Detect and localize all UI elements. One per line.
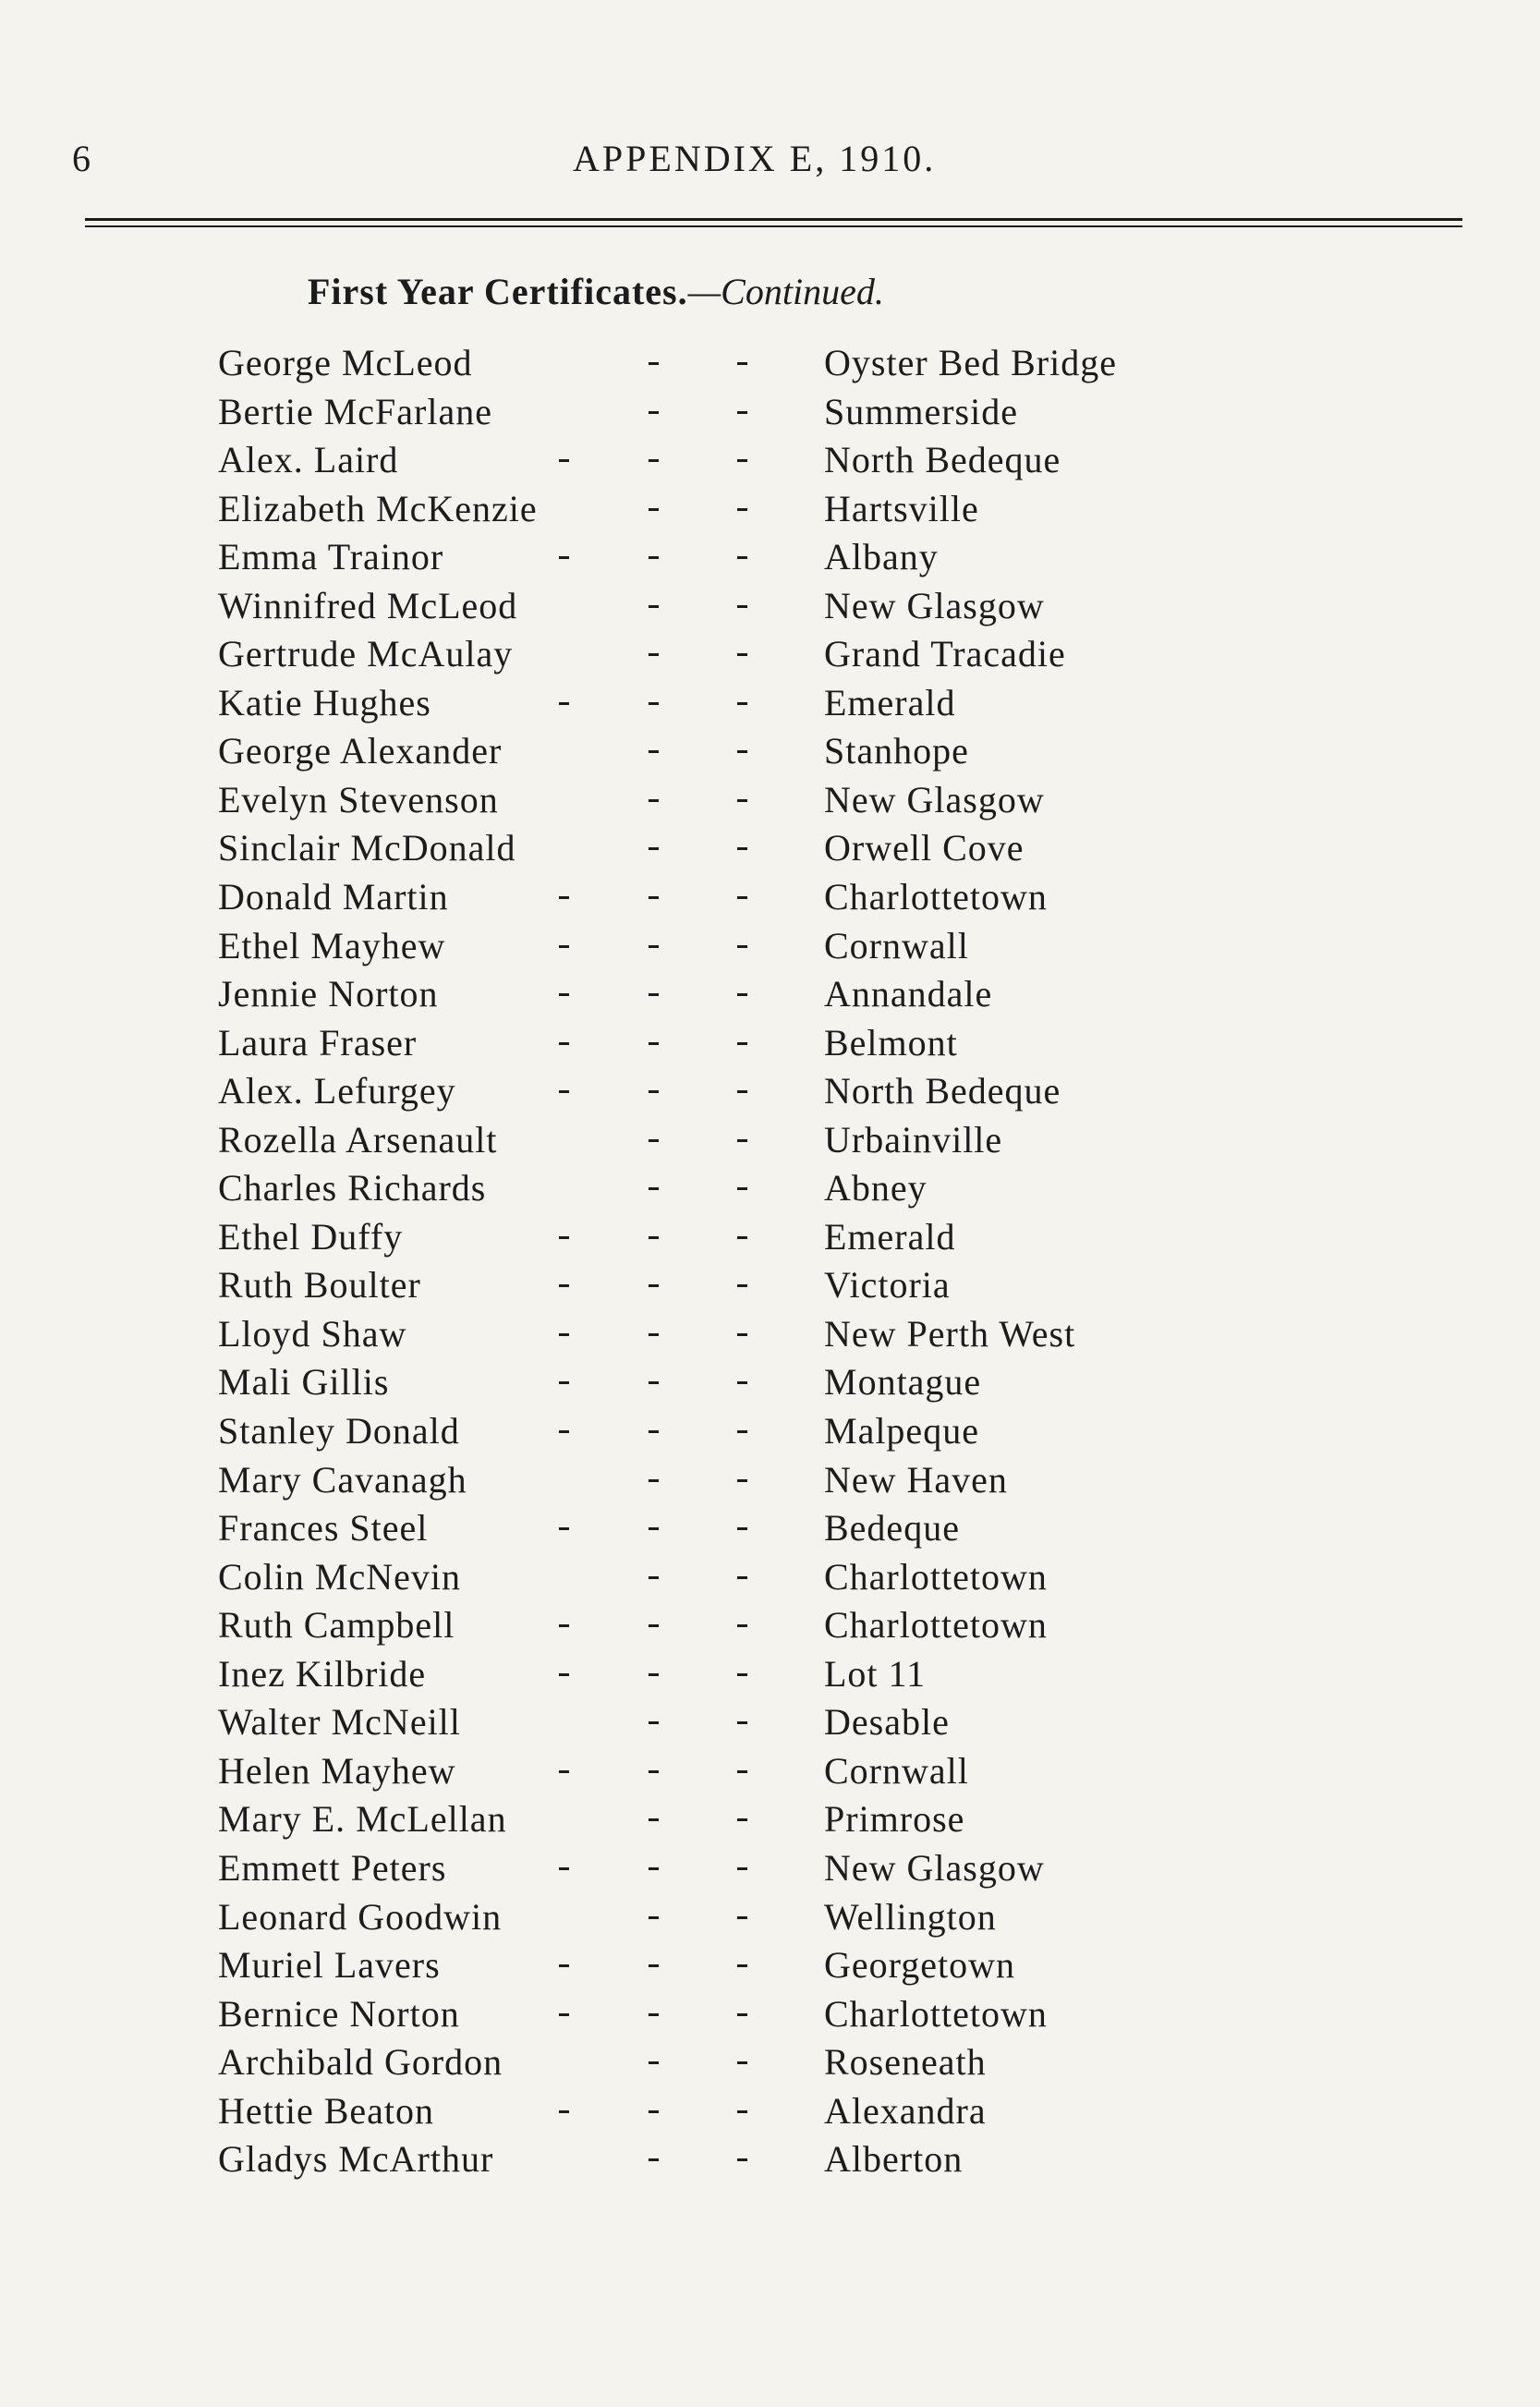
list-item — [0, 339, 1540, 388]
recipient-name: Gertrude McAulay — [218, 633, 514, 675]
header-rule-thin — [85, 225, 1462, 227]
list-item — [0, 1941, 1540, 1990]
recipient-place: Stanhope — [824, 730, 969, 772]
recipient-place: North Bedeque — [824, 439, 1061, 481]
list-item — [0, 922, 1540, 971]
list-item — [0, 2087, 1540, 2136]
list-item — [0, 388, 1540, 437]
recipient-place: New Glasgow — [824, 778, 1045, 821]
leader-dash — [649, 2158, 659, 2161]
leader-dash — [649, 605, 659, 608]
leader-dash — [649, 1090, 659, 1093]
recipient-name: Muriel Lavers — [218, 1944, 441, 1987]
recipient-name: Ethel Mayhew — [218, 924, 446, 966]
leader-dash — [737, 1333, 747, 1336]
list-item — [0, 1844, 1540, 1893]
leader-dash — [649, 1770, 659, 1773]
leader-dash — [559, 1381, 569, 1384]
leader-dash — [559, 1964, 569, 1967]
leader-dash — [737, 1187, 747, 1190]
list-item — [0, 630, 1540, 679]
recipient-place: Emerald — [824, 1215, 956, 1258]
leader-dash — [649, 1187, 659, 1190]
leader-dash — [559, 2110, 569, 2113]
leader-dash — [737, 1673, 747, 1676]
leader-dash — [649, 702, 659, 705]
leader-dash — [649, 1284, 659, 1287]
recipient-name: Lloyd Shaw — [218, 1312, 407, 1355]
leader-dash — [649, 653, 659, 656]
recipient-name: Emmett Peters — [218, 1846, 447, 1889]
leader-dash — [559, 1430, 569, 1433]
leader-dash — [649, 2013, 659, 2016]
recipient-place: Charlottetown — [824, 1604, 1048, 1647]
list-item — [0, 1067, 1540, 1116]
recipient-name: Ruth Campbell — [218, 1604, 455, 1647]
leader-dash — [649, 993, 659, 996]
list-item — [0, 436, 1540, 485]
leader-dash — [649, 411, 659, 414]
recipient-place: Malpeque — [824, 1410, 979, 1453]
list-item — [0, 582, 1540, 631]
leader-dash — [649, 896, 659, 899]
leader-dash — [737, 1624, 747, 1627]
recipient-name: Walter McNeill — [218, 1701, 461, 1744]
leader-dash — [737, 653, 747, 656]
recipient-place: New Glasgow — [824, 1846, 1045, 1889]
leader-dash — [737, 1284, 747, 1287]
recipient-place: Charlottetown — [824, 1555, 1048, 1598]
recipient-name: Rozella Arsenault — [218, 1118, 498, 1161]
leader-dash — [737, 1964, 747, 1967]
leader-dash — [559, 1673, 569, 1676]
recipient-place: Roseneath — [824, 2041, 987, 2084]
leader-dash — [649, 1867, 659, 1870]
recipient-place: New Haven — [824, 1458, 1008, 1501]
running-head: APPENDIX E, 1910. — [573, 138, 937, 179]
leader-dash — [649, 1818, 659, 1821]
leader-dash — [737, 1770, 747, 1773]
leader-dash — [737, 605, 747, 608]
leader-dash — [649, 1479, 659, 1482]
recipient-name: Alex. Laird — [218, 439, 399, 481]
recipient-name: Katie Hughes — [218, 681, 431, 723]
leader-dash — [559, 993, 569, 996]
leader-dash — [649, 1624, 659, 1627]
leader-dash — [649, 1236, 659, 1239]
leader-dash — [559, 1624, 569, 1627]
list-item — [0, 1893, 1540, 1942]
recipient-name: Sinclair McDonald — [218, 827, 516, 869]
leader-dash — [649, 799, 659, 802]
list-item — [0, 1650, 1540, 1699]
leader-dash — [649, 1673, 659, 1676]
recipient-name: Bertie McFarlane — [218, 390, 492, 432]
leader-dash — [649, 2061, 659, 2064]
leader-dash — [737, 750, 747, 753]
leader-dash — [649, 1916, 659, 1919]
leader-dash — [559, 1090, 569, 1093]
leader-dash — [737, 1721, 747, 1724]
leader-dash — [737, 2013, 747, 2016]
leader-dash — [649, 945, 659, 948]
recipient-place: Albany — [824, 536, 939, 578]
leader-dash — [559, 896, 569, 899]
recipient-place: Abney — [824, 1167, 928, 1210]
list-item — [0, 1747, 1540, 1796]
recipient-place: Annandale — [824, 973, 993, 1015]
leader-dash — [737, 2061, 747, 2064]
leader-dash — [737, 847, 747, 850]
recipient-name: Bernice Norton — [218, 1992, 460, 2035]
leader-dash — [559, 1042, 569, 1045]
recipient-place: Hartsville — [824, 487, 979, 529]
recipient-name: Mary Cavanagh — [218, 1458, 467, 1501]
leader-dash — [559, 1527, 569, 1530]
leader-dash — [649, 1042, 659, 1045]
recipient-place: Bedeque — [824, 1507, 960, 1550]
leader-dash — [649, 1381, 659, 1384]
recipient-name: Colin McNevin — [218, 1555, 461, 1598]
list-item — [0, 1795, 1540, 1844]
recipient-name: Archibald Gordon — [218, 2041, 503, 2084]
list-item — [0, 1213, 1540, 1262]
recipient-place: Georgetown — [824, 1944, 1015, 1987]
leader-dash — [737, 1090, 747, 1093]
leader-dash — [559, 556, 569, 559]
recipient-place: Cornwall — [824, 924, 969, 966]
certificate-list — [0, 339, 1540, 2184]
leader-dash — [559, 1333, 569, 1336]
recipient-name: Leonard Goodwin — [218, 1895, 503, 1938]
leader-dash — [559, 1770, 569, 1773]
list-item — [0, 1553, 1540, 1602]
leader-dash — [737, 362, 747, 365]
leader-dash — [649, 1333, 659, 1336]
list-item — [0, 1990, 1540, 2039]
leader-dash — [559, 459, 569, 462]
list-item — [0, 1601, 1540, 1650]
recipient-place: Cornwall — [824, 1749, 969, 1792]
leader-dash — [737, 1430, 747, 1433]
recipient-name: Charles Richards — [218, 1167, 487, 1210]
recipient-place: Desable — [824, 1701, 950, 1744]
list-item — [0, 2038, 1540, 2087]
leader-dash — [649, 2110, 659, 2113]
leader-dash — [737, 1916, 747, 1919]
recipient-name: Hettie Beaton — [218, 2089, 435, 2132]
leader-dash — [737, 1236, 747, 1239]
leader-dash — [737, 556, 747, 559]
leader-dash — [737, 1479, 747, 1482]
leader-dash — [737, 459, 747, 462]
list-item — [0, 1698, 1540, 1747]
recipient-name: Mary E. McLellan — [218, 1798, 507, 1841]
leader-dash — [737, 945, 747, 948]
recipient-place: Oyster Bed Bridge — [824, 342, 1117, 383]
list-item — [0, 727, 1540, 776]
list-item — [0, 1116, 1540, 1165]
list-item — [0, 533, 1540, 582]
leader-dash — [649, 1964, 659, 1967]
leader-dash — [737, 1867, 747, 1870]
recipient-place: Montague — [824, 1361, 982, 1404]
leader-dash — [649, 556, 659, 559]
recipient-name: Emma Trainor — [218, 536, 444, 578]
recipient-name: Gladys McArthur — [218, 2138, 494, 2181]
recipient-place: Orwell Cove — [824, 827, 1025, 869]
leader-dash — [649, 750, 659, 753]
recipient-name: Laura Fraser — [218, 1021, 418, 1064]
recipient-place: North Bedeque — [824, 1070, 1061, 1112]
page-number: 6 — [72, 138, 91, 179]
leader-dash — [649, 459, 659, 462]
leader-dash — [737, 896, 747, 899]
leader-dash — [649, 1527, 659, 1530]
leader-dash — [737, 1576, 747, 1579]
recipient-place: Charlottetown — [824, 1992, 1048, 2035]
list-item — [0, 1019, 1540, 1068]
leader-dash — [649, 508, 659, 511]
recipient-place: Summerside — [824, 390, 1018, 432]
leader-dash — [737, 411, 747, 414]
leader-dash — [649, 1430, 659, 1433]
leader-dash — [559, 945, 569, 948]
recipient-name: Frances Steel — [218, 1507, 429, 1550]
recipient-place: Alexandra — [824, 2089, 987, 2132]
leader-dash — [649, 1576, 659, 1579]
leader-dash — [737, 702, 747, 705]
recipient-place: Emerald — [824, 681, 956, 723]
leader-dash — [559, 1236, 569, 1239]
list-item — [0, 873, 1540, 922]
recipient-place: Lot 11 — [824, 1652, 927, 1695]
recipient-place: Alberton — [824, 2138, 964, 2181]
recipient-name: Alex. Lefurgey — [218, 1070, 456, 1112]
leader-dash — [737, 1042, 747, 1045]
recipient-place: Belmont — [824, 1021, 958, 1064]
section-heading-title: First Year Certificates. — [308, 271, 688, 312]
list-item — [0, 824, 1540, 873]
recipient-place: Charlottetown — [824, 876, 1048, 918]
recipient-name: Elizabeth McKenzie — [218, 487, 538, 529]
leader-dash — [649, 1721, 659, 1724]
recipient-place: New Glasgow — [824, 584, 1045, 626]
leader-dash — [649, 362, 659, 365]
recipient-name: Donald Martin — [218, 876, 449, 918]
list-item — [0, 1407, 1540, 1456]
list-item — [0, 1504, 1540, 1553]
recipient-name: Ethel Duffy — [218, 1215, 404, 1258]
leader-dash — [737, 2110, 747, 2113]
leader-dash — [737, 1527, 747, 1530]
list-item — [0, 2135, 1540, 2184]
recipient-name: Ruth Boulter — [218, 1264, 421, 1307]
list-item — [0, 970, 1540, 1019]
recipient-name: George McLeod — [218, 342, 473, 383]
list-item — [0, 776, 1540, 825]
list-item — [0, 485, 1540, 534]
leader-dash — [737, 1381, 747, 1384]
leader-dash — [559, 1867, 569, 1870]
leader-dash — [737, 993, 747, 996]
recipient-name: Evelyn Stevenson — [218, 778, 499, 821]
leader-dash — [737, 799, 747, 802]
leader-dash — [649, 847, 659, 850]
recipient-name: Winnifred McLeod — [218, 584, 518, 626]
leader-dash — [559, 1284, 569, 1287]
list-item — [0, 1358, 1540, 1407]
leader-dash — [737, 1818, 747, 1821]
leader-dash — [559, 2013, 569, 2016]
list-item — [0, 1456, 1540, 1505]
leader-dash — [559, 702, 569, 705]
list-item — [0, 1310, 1540, 1359]
recipient-place: Primrose — [824, 1798, 965, 1841]
recipient-name: George Alexander — [218, 730, 503, 772]
leader-dash — [737, 508, 747, 511]
leader-dash — [737, 1139, 747, 1142]
recipient-name: Stanley Donald — [218, 1410, 460, 1453]
section-heading — [308, 271, 884, 312]
recipient-name: Helen Mayhew — [218, 1749, 456, 1792]
recipient-place: Victoria — [824, 1264, 951, 1307]
leader-dash — [737, 2158, 747, 2161]
recipient-name: Inez Kilbride — [218, 1652, 427, 1695]
recipient-place: Grand Tracadie — [824, 633, 1066, 675]
list-item — [0, 1164, 1540, 1213]
header-rule-thick — [85, 218, 1462, 221]
recipient-name: Mali Gillis — [218, 1361, 390, 1404]
recipient-place: New Perth West — [824, 1312, 1076, 1355]
recipient-place: Urbainville — [824, 1118, 1003, 1161]
section-heading-continued: —Continued. — [687, 271, 884, 312]
leader-dash — [649, 1139, 659, 1142]
list-item — [0, 1261, 1540, 1310]
recipient-place: Wellington — [824, 1895, 997, 1938]
recipient-name: Jennie Norton — [218, 973, 439, 1015]
list-item — [0, 679, 1540, 728]
